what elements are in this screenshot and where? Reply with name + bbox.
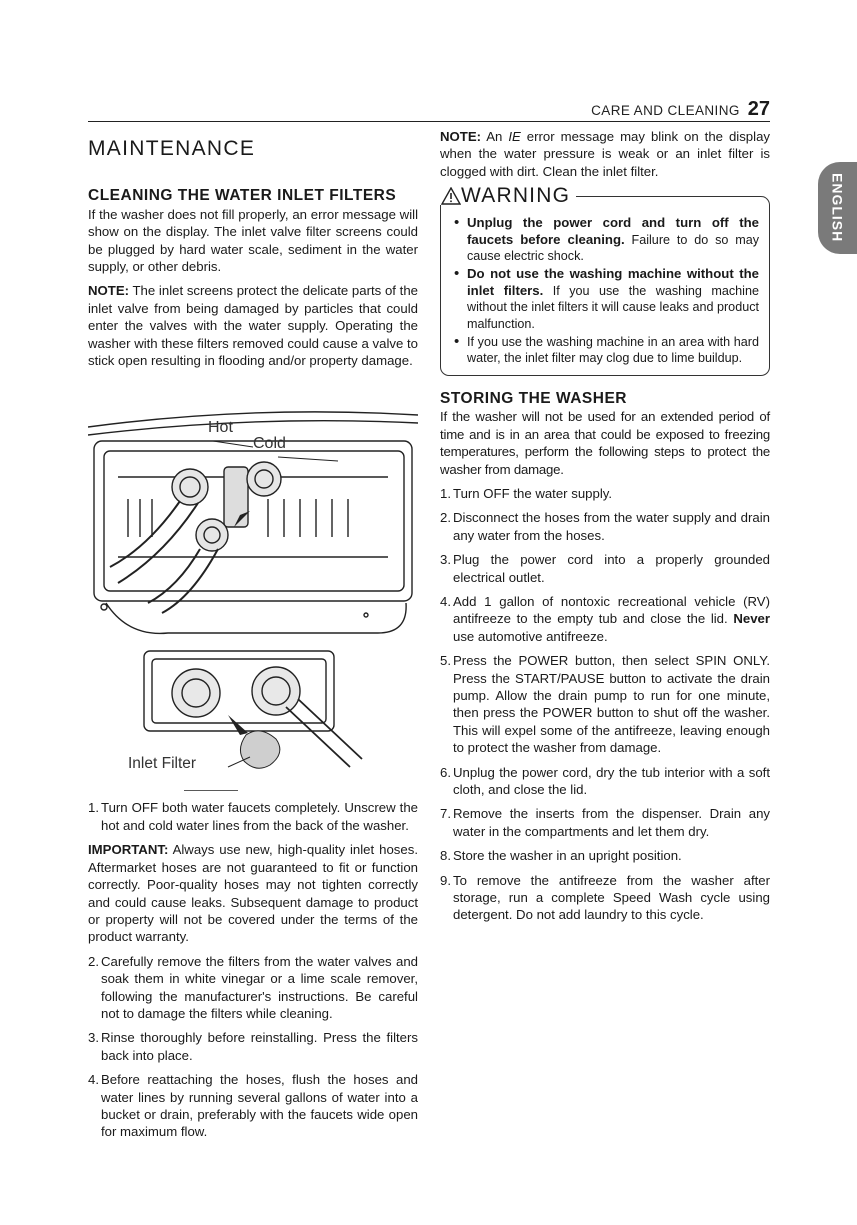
list-item: 1. Turn OFF the water supply. <box>440 485 613 501</box>
cleaning-intro: If the washer does not fill properly, an error message will show on the display. The inlet valve filter screens could be plugged by hard water scale, sediment in the water supply, or other debris. <box>88 206 418 275</box>
cleaning-note <box>88 282 418 369</box>
note-label: NOTE: <box>440 129 482 144</box>
inlet-filter-illustration <box>88 649 418 791</box>
running-header <box>422 98 770 121</box>
list-item: 4. Add 1 gallon of nontoxic recreational vehicle (RV) antifreeze to the empty tub and close the lid. Never use automotive antifreeze. <box>440 593 770 644</box>
header-rule <box>88 121 770 122</box>
step-text: Carefully remove the filters from the water valves and soak them in white vinegar or a lime scale remover, following the manufacturer's instructions. Be careful not to damage the filters while cleaning. <box>101 953 418 1021</box>
warning-heading <box>439 184 576 208</box>
list-item: • Do not use the washing machine without the inlet filters. If you use the washing machine without the inlet filters it will cause leaks and product malfunction. <box>453 266 759 332</box>
error-note: NOTE: An IE error message may blink on the display when the water pressure is weak or an inlet filter is clogged with dirt. Clean the inlet filter. <box>440 129 770 179</box>
error-code: IE <box>508 129 521 144</box>
list-item: 4. Before reattaching the hoses, flush the hoses and water lines by running several gallons of water into a bucket or drain, preferably with the faucets wide open for maximum flow. <box>88 1072 418 1140</box>
cold-label: Cold <box>253 435 286 453</box>
warning-triangle-icon <box>441 187 461 205</box>
list-item: 9. To remove the antifreeze from the washer after storage, run a complete Speed Wash cycle using detergent. Do not add laundry to this cycle. <box>440 872 770 923</box>
hot-label: Hot <box>208 419 233 437</box>
storing-steps-list <box>440 485 770 924</box>
step-text: Rinse thoroughly before reinstalling. Press the filters back into place. <box>101 1030 418 1063</box>
language-tab-label: ENGLISH <box>829 173 846 243</box>
note-text: The inlet screens protect the delicate parts of the inlet valve from being damaged by particles that could enter the valves with the water supply. Operating the washer with these filters removed could cause a valve to stick open resulting in flooding and/or property damage. <box>88 283 418 369</box>
warning-list <box>453 215 759 367</box>
important-text: Always use new, high-quality inlet hoses. Aftermarket hoses are not guaranteed to fit or function correctly. Poor-quality hoses may not tighten correctly and could cause leaks. Subsequent damage to product or property will not be covered under the terms of the product warranty. <box>88 842 418 945</box>
step-text: Before reattaching the hoses, flush the hoses and water lines by running several gallons of water into a bucket or drain, preferably with the faucets wide open for maximum flow. <box>101 1072 418 1140</box>
inlet-filter-label: Inlet Filter <box>128 755 197 773</box>
list-item: 3. Rinse thoroughly before reinstalling. Press the filters back into place. <box>88 1030 418 1063</box>
page-number: 27 <box>747 98 770 120</box>
warning-title: WARNING <box>461 184 571 208</box>
page-title: MAINTENANCE <box>88 137 256 160</box>
list-item: 8. Store the washer in an upright position. <box>440 848 682 864</box>
right-column <box>440 128 770 931</box>
storing-heading: STORING THE WASHER <box>440 389 627 407</box>
list-item: • Unplug the power cord and turn off the faucets before cleaning. Failure to do so may cause electric shock. <box>453 215 759 264</box>
cleaning-steps-list <box>88 953 418 1141</box>
language-tab <box>818 162 857 254</box>
list-item: 1. Turn OFF both water faucets completely. Unscrew the hot and cold water lines from the back of the washer. <box>88 800 418 833</box>
storing-intro: If the washer will not be used for an extended period of time and is in an area that could be exposed to freezing temperatures, perform the following steps to protect the washer from damage. <box>440 409 770 477</box>
important-note <box>88 841 418 945</box>
note-label: NOTE: <box>88 283 130 299</box>
left-column <box>88 128 418 1148</box>
list-item: • If you use the washing machine in an area with hard water, the inlet filter may clog due to lime buildup. <box>453 334 759 367</box>
step-text: Turn OFF both water faucets completely. Unscrew the hot and cold water lines from the back of the washer. <box>101 800 418 833</box>
cleaning-heading: CLEANING THE WATER INLET FILTERS <box>88 187 397 205</box>
list-item: 7. Remove the inserts from the dispenser. Drain any water in the compartments and let them dry. <box>440 806 770 839</box>
warning-box <box>440 184 770 376</box>
list-item: 5. Press the POWER button, then select SPIN ONLY. Press the START/PAUSE button to activate the drain pump. Allow the drain pump to run for one minute, then press the POWER button to shut off the washer. This will expel some of the antifreeze, leaving enough to protect the washer from damage. <box>440 653 770 756</box>
list-item: 6. Unplug the power cord, dry the tub interior with a soft cloth, and close the lid. <box>440 764 770 797</box>
hose-connection-illustration <box>88 407 418 637</box>
important-label: IMPORTANT: <box>88 842 169 858</box>
running-header-section: CARE AND CLEANING <box>591 103 740 118</box>
list-item: 3. Plug the power cord into a properly grounded electrical outlet. <box>440 552 770 585</box>
list-item: 2. Carefully remove the filters from the water valves and soak them in white vinegar or a lime scale remover, following the manufacturer's instructions. Be careful not to damage the filters while cleaning. <box>88 953 418 1021</box>
list-item: 2. Disconnect the hoses from the water supply and drain any water from the hoses. <box>440 510 770 543</box>
cleaning-step-1-list <box>88 799 418 834</box>
